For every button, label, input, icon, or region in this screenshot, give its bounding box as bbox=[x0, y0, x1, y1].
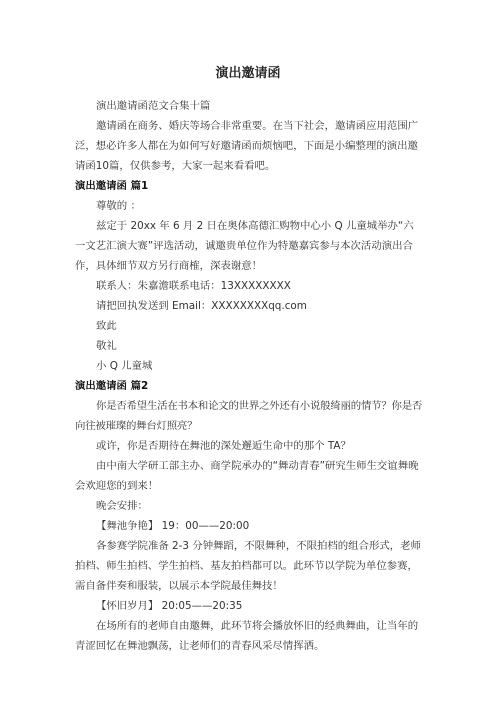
signature: 小 Q 儿童城 bbox=[96, 360, 153, 372]
contact-line: 联系人：朱嘉澹联系电话：13XXXXXXXX bbox=[96, 280, 291, 292]
section-heading-1: 演出邀请函 篇1 bbox=[75, 180, 149, 192]
invitation-body: 兹定于 20xx 年 6 月 2 日在奥体高德汇购物中心小 Q 儿童城举办“六一文艺汇演大赛”评选活动，诚邀贵单位作为特邀嘉宾参与本次活动演出合作，具体细节双方另行商榷，深表谢意！ bbox=[75, 220, 414, 272]
section-heading-2: 演出邀请函 篇2 bbox=[75, 380, 149, 392]
schedule-item-1: 【舞池争艳】 19：00——20:00 bbox=[96, 520, 250, 532]
schedule-heading: 晚会安排： bbox=[96, 500, 148, 512]
document-title: 演出邀请函 bbox=[215, 66, 281, 81]
schedule-item-2-desc: 在场所有的老师自由邀舞，此环节将会播放怀旧的经典舞曲，让当年的青涩回忆在舞池飘荡，让老师们的青春风采尽情挥洒。 bbox=[75, 620, 419, 652]
paragraph-question-1: 你是否希望生活在书本和论文的世界之外还有小说般绮丽的情节？你是否向往被璀璨的舞台灯照亮？ bbox=[75, 400, 423, 432]
paragraph-organizer: 由中南大学研工部主办、商学院承办的“舞动青春”研究生师生交谊舞晚会欢迎您的到来！ bbox=[75, 460, 419, 492]
paragraph-question-2: 或许，你是否期待在舞池的深处邂逅生命中的那个 TA？ bbox=[96, 440, 351, 452]
paragraph-subtitle: 演出邀请函范文合集十篇 bbox=[96, 100, 211, 112]
closing-line-1: 致此 bbox=[96, 320, 117, 332]
salutation: 尊敬的 ： bbox=[96, 200, 141, 212]
schedule-item-2: 【怀旧岁月】 20:05——20:35 bbox=[96, 600, 243, 612]
closing-line-2: 敬礼 bbox=[96, 340, 117, 352]
paragraph-intro: 邀请函在商务、婚庆等场合非常重要。在当下社会，邀请函应用范围广泛，想必许多人都在为如何写好邀请函而烦恼吧，下面是小编整理的演出邀请函10篇，仅供参考，大家一起来看看吧。 bbox=[75, 120, 419, 172]
email-line: 请把回执发送到 Email：XXXXXXXXqq.com bbox=[96, 300, 307, 312]
schedule-item-1-desc: 各参赛学院准备 2-3 分钟舞蹈，不限舞种，不限拍档的组合形式，老师拍档、师生拍档、学生拍档、基友拍档都可以。此环节以学院为单位参赛，需自备伴奏和服装，以展示本学院最佳舞技！ bbox=[75, 540, 421, 592]
document-body bbox=[75, 96, 423, 656]
